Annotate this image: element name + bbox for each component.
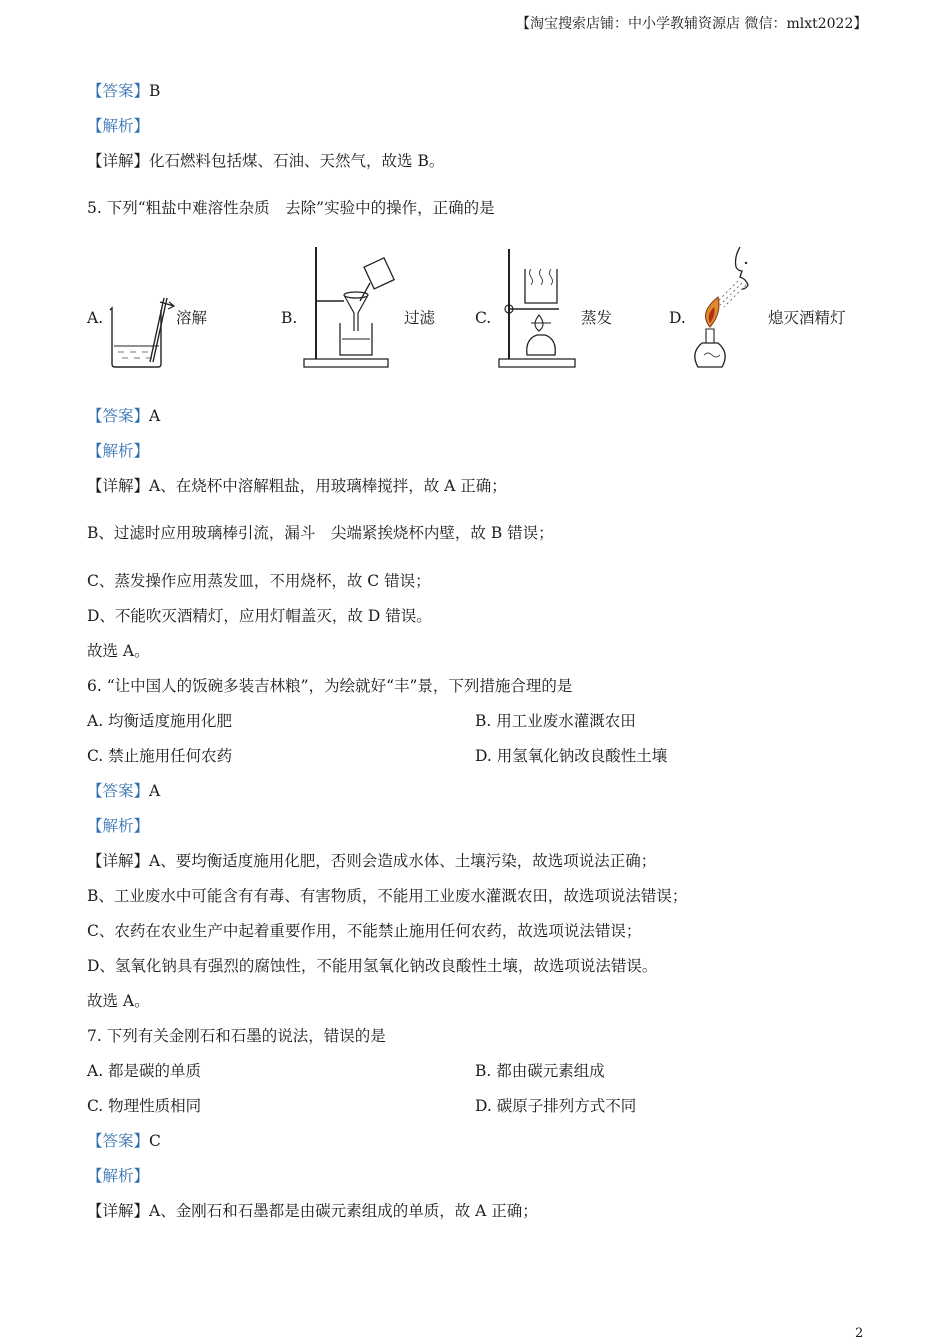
- answer-tag: 【答案】: [87, 1132, 150, 1150]
- q7-option-d: D. 碳原子排列方式不同: [475, 1097, 637, 1115]
- q6-stem: 6. “让中国人的饭碗多装吉林粮”，为绘就好“丰”景，下列措施合理的是: [87, 677, 573, 695]
- q4-analysis-tag: 【解析】: [87, 117, 150, 135]
- q5-option-b-letter: B.: [281, 309, 298, 327]
- q6-conclusion: 故选 A。: [87, 992, 150, 1010]
- q5-option-d-label: 熄灭酒精灯: [768, 309, 846, 327]
- q6-option-a: A. 均衡适度施用化肥: [87, 712, 233, 730]
- q6-detail-a-line: [87, 851, 656, 871]
- q6-detail-b: B、工业废水中可能含有有毒、有害物质，不能用工业废水灌溉农田，故选项说法错误；: [87, 887, 688, 905]
- q6-detail-a: A、要均衡适度施用化肥，否则会造成水体、土壤污染，故选项说法正确；: [149, 852, 657, 870]
- q5-option-d-letter: D.: [669, 309, 686, 327]
- q7-detail-a: A、金刚石和石墨都是由碳元素组成的单质，故 A 正确；: [149, 1202, 538, 1220]
- answer-tag: 【答案】: [87, 407, 150, 425]
- q4-detail-line: [87, 151, 444, 171]
- q6-answer: A: [149, 782, 161, 800]
- q7-answer-line: [87, 1131, 161, 1151]
- detail-tag: 【详解】: [87, 852, 150, 870]
- q5-detail-d: D、不能吹灭酒精灯，应用灯帽盖灭，故 D 错误。: [87, 607, 432, 625]
- page-number: 2: [855, 1326, 864, 1341]
- q6-option-c: C. 禁止施用任何农药: [87, 747, 233, 765]
- q5-answer-line: [87, 406, 160, 426]
- blowing-out-lamp-figure: [688, 243, 768, 371]
- q5-option-b-label: 过滤: [404, 309, 436, 327]
- q4-answer: B: [149, 82, 161, 100]
- q5-option-c-label: 蒸发: [581, 309, 613, 327]
- q5-detail-b: B、过滤时应用玻璃棒引流，漏斗 尖端紧挨烧杯内壁，故 B 错误；: [87, 524, 554, 542]
- detail-tag: 【详解】: [87, 1202, 150, 1220]
- detail-tag: 【详解】: [87, 152, 150, 170]
- q5-analysis-tag: 【解析】: [87, 442, 150, 460]
- q5-detail-a-line: [87, 476, 507, 496]
- q7-option-b: B. 都由碳元素组成: [475, 1062, 605, 1080]
- q7-detail-a-line: [87, 1201, 538, 1221]
- answer-tag: 【答案】: [87, 82, 150, 100]
- q5-answer: A: [149, 407, 161, 425]
- detail-tag: 【详解】: [87, 477, 150, 495]
- page-header: 【淘宝搜索店铺：中小学教辅资源店 微信：mlxt2022】: [516, 16, 868, 32]
- q5-detail-a: A、在烧杯中溶解粗盐，用玻璃棒搅拌，故 A 正确；: [149, 477, 507, 495]
- q7-analysis-tag: 【解析】: [87, 1167, 150, 1185]
- q4-answer-line: [87, 81, 160, 101]
- q5-option-a-letter: A.: [87, 309, 104, 327]
- q6-option-b: B. 用工业废水灌溉农田: [475, 712, 636, 730]
- evaporation-figure: [495, 243, 580, 371]
- q5-conclusion: 故选 A。: [87, 642, 150, 660]
- q5-detail-c: C、蒸发操作应用蒸发皿，不用烧杯，故 C 错误；: [87, 572, 431, 590]
- q6-option-d: D. 用氢氧化钠改良酸性土壤: [475, 747, 668, 765]
- q6-detail-d: D、氢氧化钠具有强烈的腐蚀性，不能用氢氧化钠改良酸性土壤，故选项说法错误。: [87, 957, 658, 975]
- beaker-stirring-figure: [104, 288, 176, 370]
- filtration-figure: [300, 243, 405, 371]
- q7-answer: C: [149, 1132, 161, 1150]
- q7-option-c: C. 物理性质相同: [87, 1097, 202, 1115]
- answer-tag: 【答案】: [87, 782, 150, 800]
- q7-stem: 7. 下列有关金刚石和石墨的说法，错误的是: [87, 1027, 386, 1045]
- q5-stem: 5. 下列“粗盐中难溶性杂质 去除”实验中的操作，正确的是: [87, 199, 495, 217]
- q5-option-c-letter: C.: [475, 309, 492, 327]
- q6-analysis-tag: 【解析】: [87, 817, 150, 835]
- q5-option-a-label: 溶解: [176, 309, 208, 327]
- q4-detail: 化石燃料包括煤、石油、天然气，故选 B。: [149, 152, 445, 170]
- q7-option-a: A. 都是碳的单质: [87, 1062, 202, 1080]
- q6-answer-line: [87, 781, 160, 801]
- q6-detail-c: C、农药在农业生产中起着重要作用，不能禁止施用任何农药，故选项说法错误；: [87, 922, 642, 940]
